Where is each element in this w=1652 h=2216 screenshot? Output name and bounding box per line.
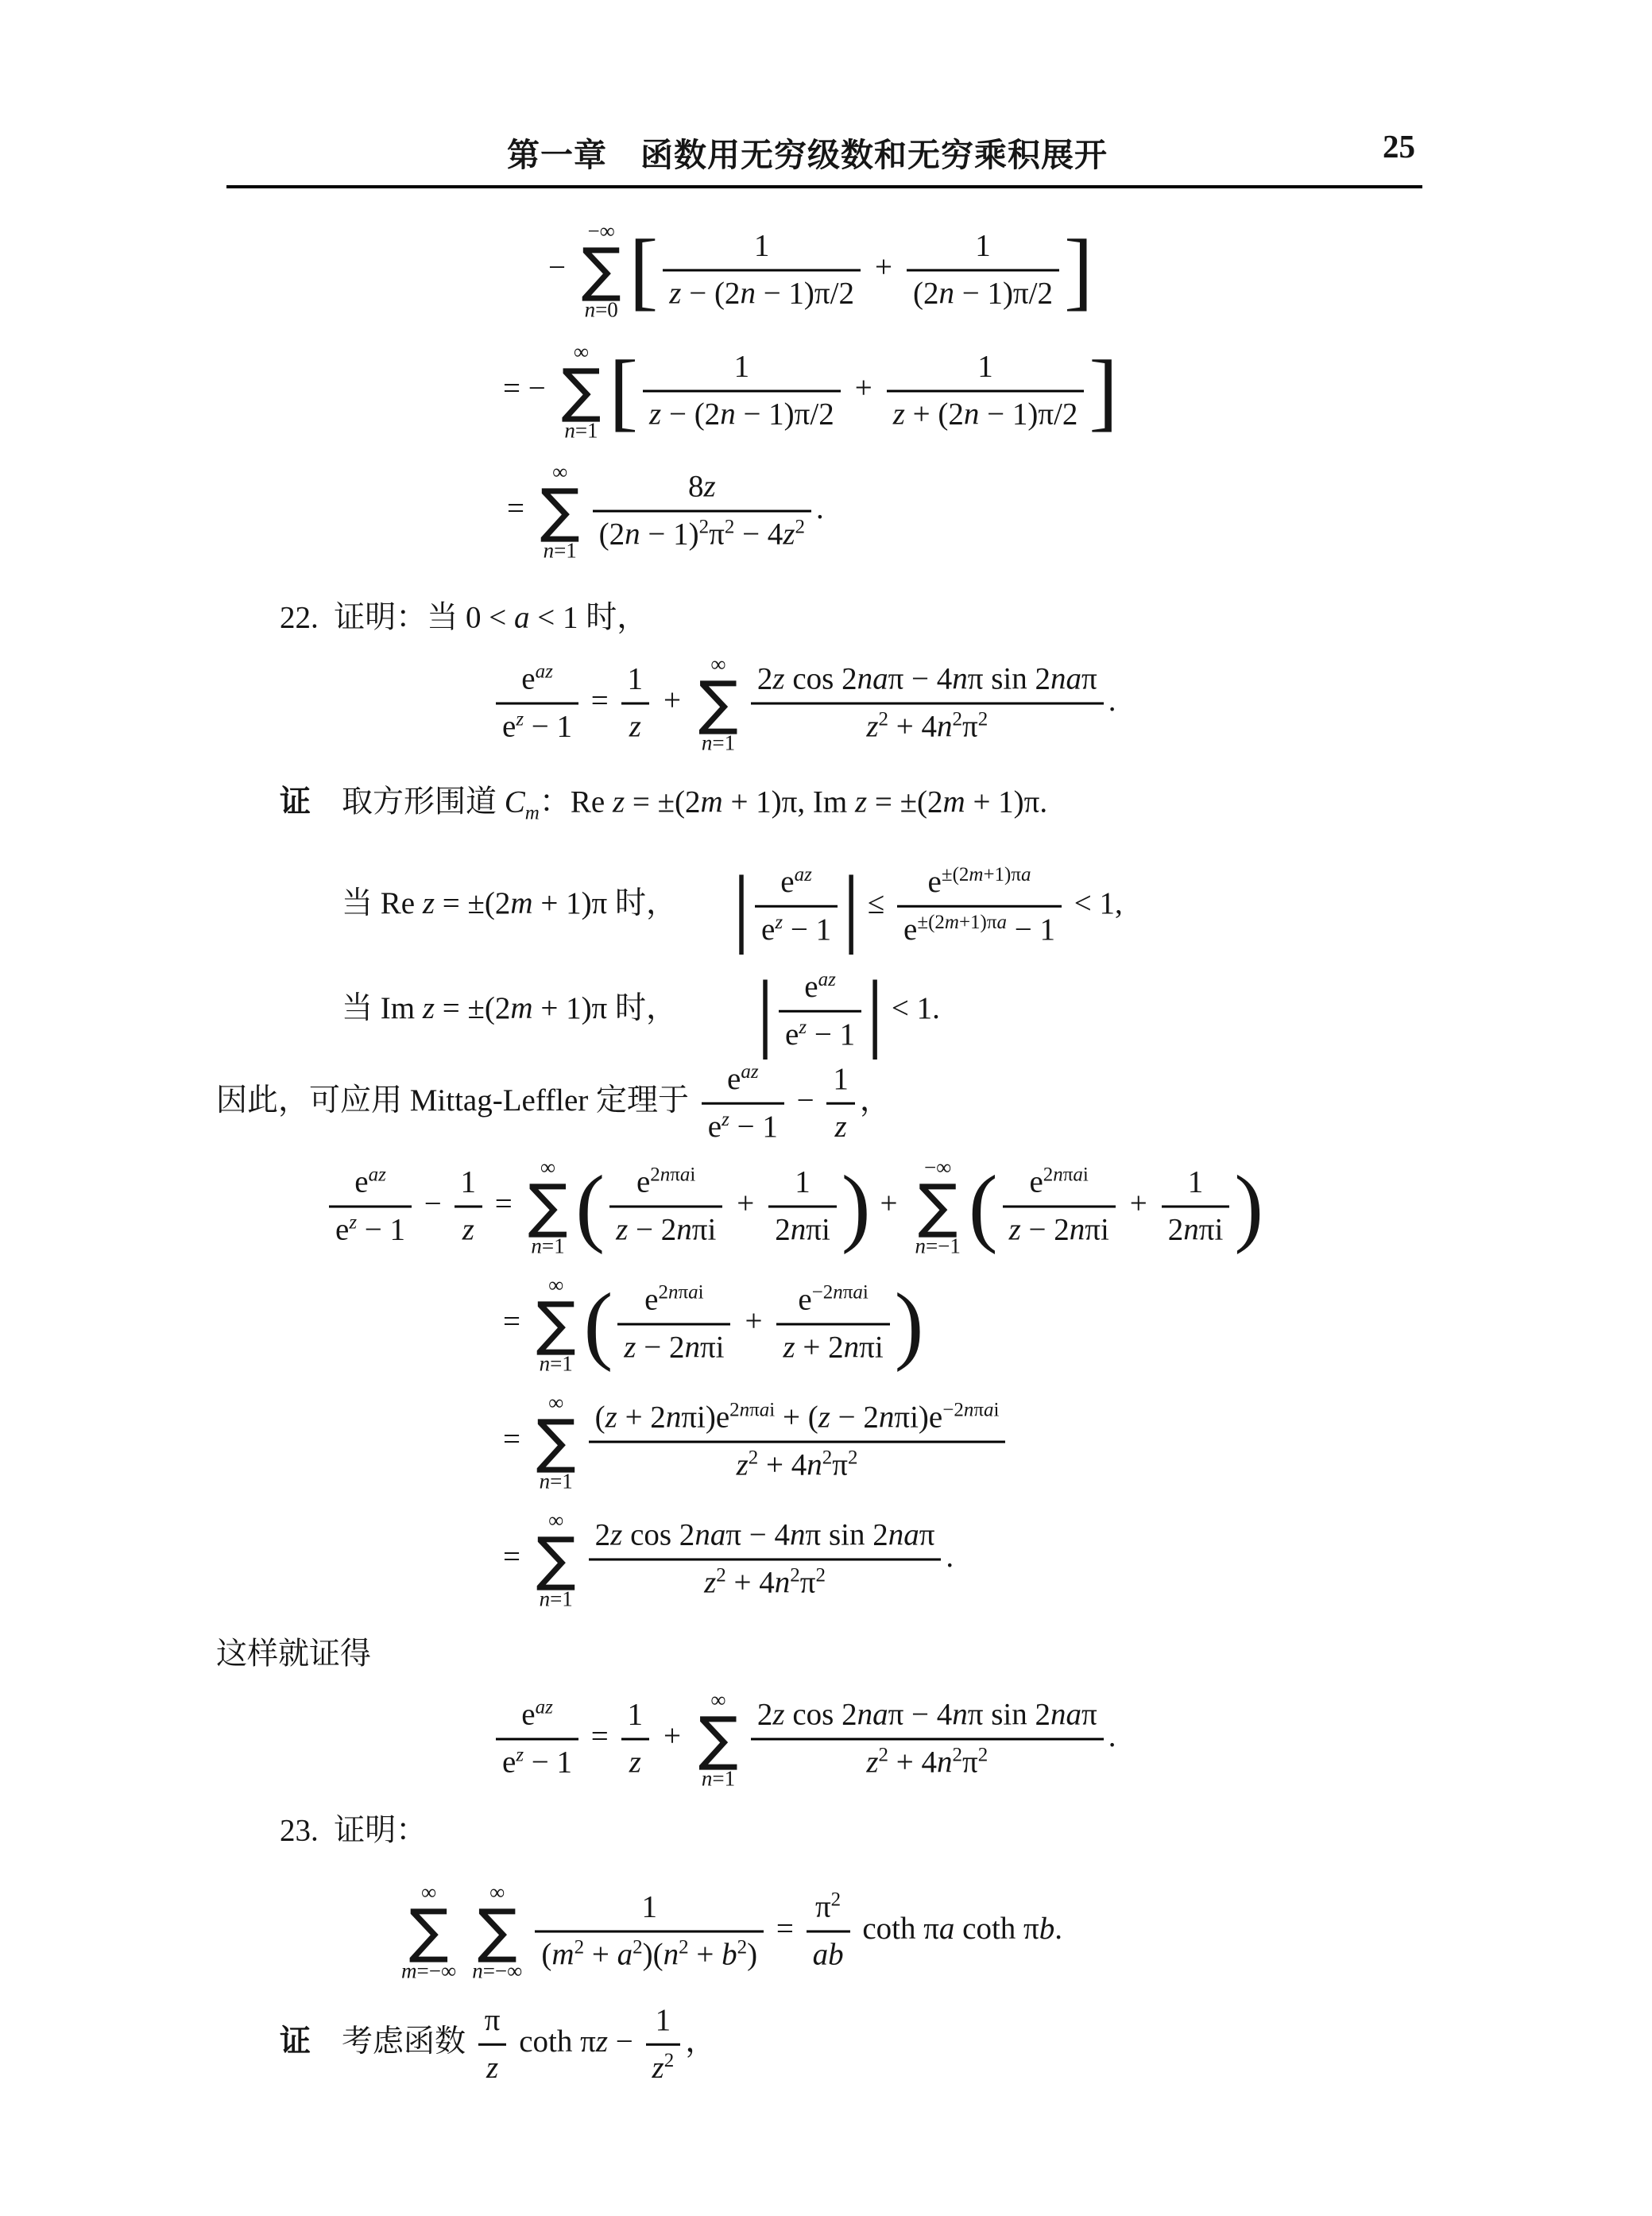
header-rule bbox=[226, 185, 1422, 188]
equation-sum-negative-range: − −∞ ∑ n=0 [ $\frac{1}{z - (2n - 1)\pi/2}$ + $\frac{1}{(2n - 1)\pi/2}$ ] bbox=[548, 219, 1093, 322]
equation-sum-rewritten: = − ∞ ∑ n=1 [ $\frac{1}{z - (2n - 1)\pi/2}$ + $\frac{1}{z + (2n - 1)\pi/2}$ ] bbox=[503, 339, 1119, 443]
problem-22-equation: $e^{az}$ $e^z - 1$ = $\frac{1}{z}$ + ∞ ∑ n=1 2z cos 2naπ − 4nπ sin 2naπ $z^2 + 4n^2\pi^2$ . bbox=[491, 653, 1116, 754]
derivation-line-2: = ∞ ∑ n=1 ( $e^{2n\pi ai}$ z − 2nπi + $e^{-2n\pi ai}$ z + 2nπi ) bbox=[503, 1273, 924, 1376]
page-number: 25 bbox=[1383, 128, 1415, 165]
derivation-line-4: = ∞ ∑ n=1 2z cos 2naπ − 4nπ sin 2naπ $z^2 + 4n^2\pi^2$ . bbox=[503, 1508, 954, 1611]
proof-22-re-bound: 当 Re z = ±(2m + 1)π 时， | $e^{az}$ $e^z - 1$ | ≤ $\frac{e^{\pm(2m+1)\pi a}}{e^{\pm(2m+1)\pi a} - 1}$ < 1, bbox=[342, 858, 1123, 955]
chapter-title: 第一章 函数用无穷级数和无穷乘积展开 bbox=[507, 137, 1108, 173]
derivation-line-3: = ∞ ∑ n=1 $(z + 2n\pi i)e^{2n\pi ai} + (z - 2n\pi i)e^{-2n\pi ai}$ $z^2 + 4n^2\pi^2$ bbox=[503, 1392, 1010, 1493]
proof-23-opening: 证 考虑函数 $\frac{\pi}{z}$ coth πz − $\frac{1}{z^2}$ ， bbox=[280, 2001, 716, 2088]
proof-22-im-bound: 当 Im z = ±(2m + 1)π 时， | $e^{az}$ $e^z - 1$ | < 1. bbox=[342, 963, 940, 1060]
conclusion-equation: $e^{az}$ $e^z - 1$ = $\frac{1}{z}$ + ∞ ∑ n=1 2z cos 2naπ − 4nπ sin 2naπ $z^2 + 4n^2\pi^2$ . bbox=[491, 1689, 1116, 1790]
problem-22-heading: 22. 证明：当 0 < a < 1 时， bbox=[280, 600, 648, 635]
problem-23-heading: 23. 证明： bbox=[280, 1813, 428, 1848]
problem-23-equation: ∞ ∑ m=−∞ ∞ ∑ n=−∞ $\frac{1}{(m^2 + a^2)(n^2 + b^2)}$ = $\frac{\pi^2}{ab}$ coth πa coth πb. bbox=[401, 1880, 1062, 1983]
proof-22-contour-line: 证 取方形围道 $C_m$：Re z = ±(2m + 1)π, Im z = ±(2m + 1)π. bbox=[280, 785, 1048, 824]
equation-sum-result: = ∞ ∑ n=1 $\frac{8z}{(2n - 1)^2\pi^2 - 4z^2}$ . bbox=[507, 459, 824, 563]
derivation-line-1: $e^{az}$ $e^z - 1$ − $\frac{1}{z}$ = ∞ ∑ n=1 ( $e^{2n\pi ai}$ z − 2nπi + 1 2nπi ) + −∞ ∑ n=−1 ( $e^{2n\pi ai}$ z − 2nπi + 1 2nπi ) bbox=[324, 1156, 1263, 1257]
proof-22-mittag-leffler-line: 因此，可应用 Mittag-Leffler 定理于 $e^{az}$ $e^z - 1$ − $\frac{1}{z}$ ， bbox=[216, 1060, 891, 1147]
conclusion-text: 这样就证得 bbox=[216, 1637, 372, 1672]
